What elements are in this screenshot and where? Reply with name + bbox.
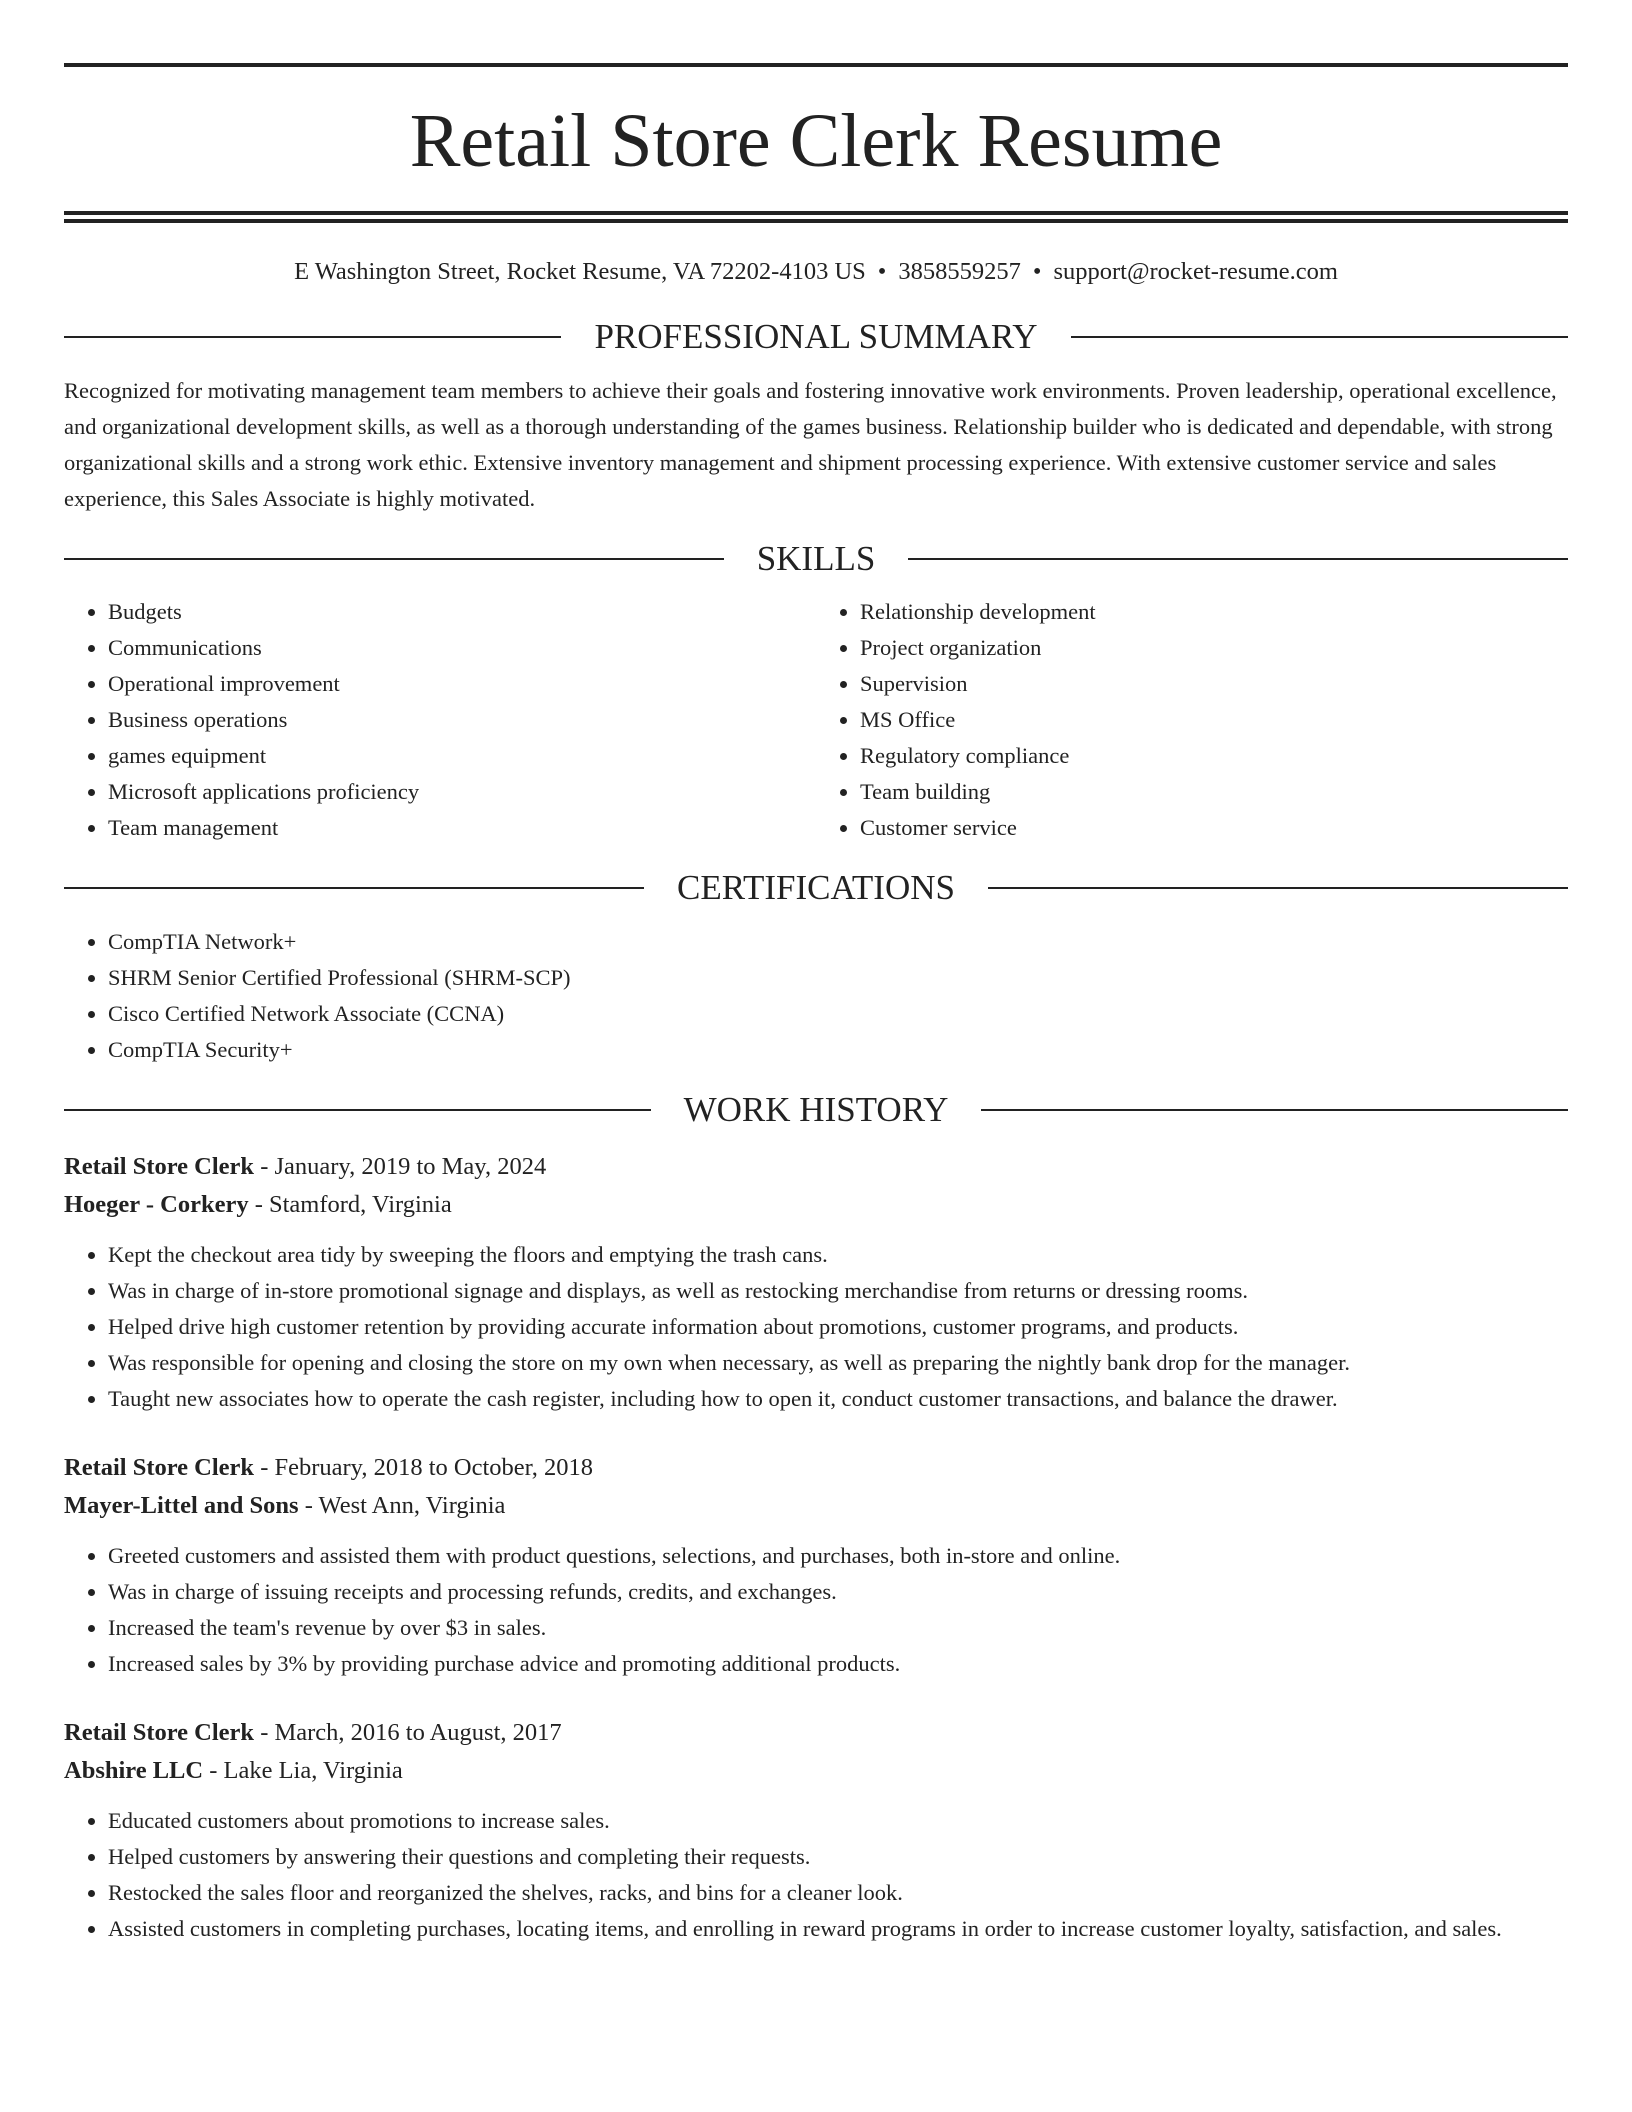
job-entry (64, 1449, 1568, 1682)
certification-item: • CompTIA Security+ (108, 1032, 1568, 1068)
skill-item: • Customer service (860, 810, 1568, 846)
certification-item: • Cisco Certified Network Associate (CCNA) (108, 996, 1568, 1032)
job-title: Retail Store Clerk (64, 1153, 255, 1180)
contact-address: E Washington Street, Rocket Resume, VA 72202-4103 US (294, 258, 866, 285)
summary-text: Recognized for motivating management team members to achieve their goals and fostering innovative work environments. Proven leadership, operational excellence, and organizational development skills, as well as a thorough understanding of the games business. Relationship builder who is dedicated and dependable, with strong organizational skills and a strong work ethic. Extensive inventory management and shipment processing experience. With extensive customer service and sales experience, this Sales Associate is highly motivated. (64, 378, 1557, 511)
skill-item: • Operational improvement (108, 666, 816, 702)
job-dates: - January, 2019 to May, 2024 (254, 1153, 547, 1180)
skill-item: • Business operations (108, 702, 816, 738)
divider-line (64, 1109, 651, 1111)
job-bullet: • Increased the team's revenue by over $3 in sales. (108, 1610, 1568, 1646)
skills-right-list (816, 594, 1568, 846)
skill-item: • games equipment (108, 738, 816, 774)
title-double-rule (64, 211, 1568, 223)
job-bullets (64, 1237, 1568, 1417)
skill-item: • Regulatory compliance (860, 738, 1568, 774)
job-bullet: • Kept the checkout area tidy by sweeping the floors and emptying the trash cans. (108, 1237, 1568, 1273)
job-bullet: • Helped customers by answering their questions and completing their requests. (108, 1839, 1568, 1875)
certification-item: • CompTIA Network+ (108, 924, 1568, 960)
divider-line (64, 558, 724, 560)
job-company-line (64, 1186, 1568, 1224)
job-title: Retail Store Clerk (64, 1719, 255, 1746)
divider-line (64, 336, 561, 338)
job-bullets (64, 1803, 1568, 1947)
job-bullet: • Assisted customers in completing purchases, locating items, and enrolling in reward programs in order to increase customer loyalty, satisfaction, and sales. (108, 1911, 1568, 1947)
divider-line (908, 558, 1568, 560)
divider-line (981, 1109, 1568, 1111)
job-bullet: • Greeted customers and assisted them with product questions, selections, and purchases, both in-store and online. (108, 1538, 1568, 1574)
certifications-list (64, 924, 1568, 1068)
job-bullet: • Was responsible for opening and closing the store on my own when necessary, as well as preparing the nightly bank drop for the manager. (108, 1345, 1568, 1381)
job-company-line (64, 1752, 1568, 1790)
job-bullet: • Was in charge of issuing receipts and processing refunds, credits, and exchanges. (108, 1574, 1568, 1610)
skills-left-list (64, 594, 816, 846)
divider-line (988, 887, 1568, 889)
job-location: - West Ann, Virginia (298, 1492, 506, 1519)
skill-item: • Budgets (108, 594, 816, 630)
job-company: Hoeger - Corkery (64, 1191, 249, 1218)
job-bullet: • Helped drive high customer retention by providing accurate information about promotions, customer programs, and products. (108, 1309, 1568, 1345)
job-title-line (64, 1449, 1568, 1487)
summary-heading: PROFESSIONAL SUMMARY (594, 317, 1038, 356)
job-company: Mayer-Littel and Sons (64, 1492, 299, 1519)
top-rule (64, 63, 1568, 67)
work-heading-row (64, 1088, 1568, 1132)
skill-item: • Supervision (860, 666, 1568, 702)
skills-heading-row (64, 537, 1568, 581)
resume-page (64, 0, 1568, 1947)
job-bullet: • Educated customers about promotions to increase sales. (108, 1803, 1568, 1839)
contact-email: support@rocket-resume.com (1053, 258, 1338, 285)
contact-line (64, 257, 1568, 287)
job-company-line (64, 1487, 1568, 1525)
certification-item: • SHRM Senior Certified Professional (SHRM-SCP) (108, 960, 1568, 996)
job-bullets (64, 1538, 1568, 1682)
job-bullet: • Taught new associates how to operate the cash register, including how to open it, conduct customer transactions, and balance the drawer. (108, 1381, 1568, 1417)
job-dates: - March, 2016 to August, 2017 (254, 1719, 562, 1746)
job-entry (64, 1148, 1568, 1417)
contact-phone: 3858559257 (898, 258, 1021, 285)
contact-separator: • (1032, 258, 1042, 285)
skill-item: • Relationship development (860, 594, 1568, 630)
job-bullet: • Restocked the sales floor and reorganized the shelves, racks, and bins for a cleaner look. (108, 1875, 1568, 1911)
skill-item: • Microsoft applications proficiency (108, 774, 816, 810)
job-title-line (64, 1148, 1568, 1186)
job-entry (64, 1714, 1568, 1947)
job-location: - Lake Lia, Virginia (203, 1757, 403, 1784)
contact-separator: • (877, 258, 887, 285)
skill-item: • Team management (108, 810, 816, 846)
certifications-heading: CERTIFICATIONS (677, 868, 955, 907)
divider-line (1071, 336, 1568, 338)
job-title: Retail Store Clerk (64, 1454, 255, 1481)
skill-item: • MS Office (860, 702, 1568, 738)
summary-heading-row (64, 315, 1568, 359)
skills-heading: SKILLS (756, 539, 876, 578)
job-company: Abshire LLC (64, 1757, 204, 1784)
job-title-line (64, 1714, 1568, 1752)
job-dates: - February, 2018 to October, 2018 (254, 1454, 594, 1481)
job-location: - Stamford, Virginia (248, 1191, 452, 1218)
job-bullet: • Was in charge of in-store promotional signage and displays, as well as restocking merchandise from returns or dressing rooms. (108, 1273, 1568, 1309)
certifications-heading-row (64, 866, 1568, 910)
resume-title: Retail Store Clerk Resume (409, 99, 1223, 183)
skills-columns (64, 594, 1568, 846)
skill-item: • Project organization (860, 630, 1568, 666)
divider-line (64, 887, 644, 889)
skill-item: • Communications (108, 630, 816, 666)
job-bullet: • Increased sales by 3% by providing purchase advice and promoting additional products. (108, 1646, 1568, 1682)
work-heading: WORK HISTORY (683, 1090, 949, 1129)
skill-item: • Team building (860, 774, 1568, 810)
